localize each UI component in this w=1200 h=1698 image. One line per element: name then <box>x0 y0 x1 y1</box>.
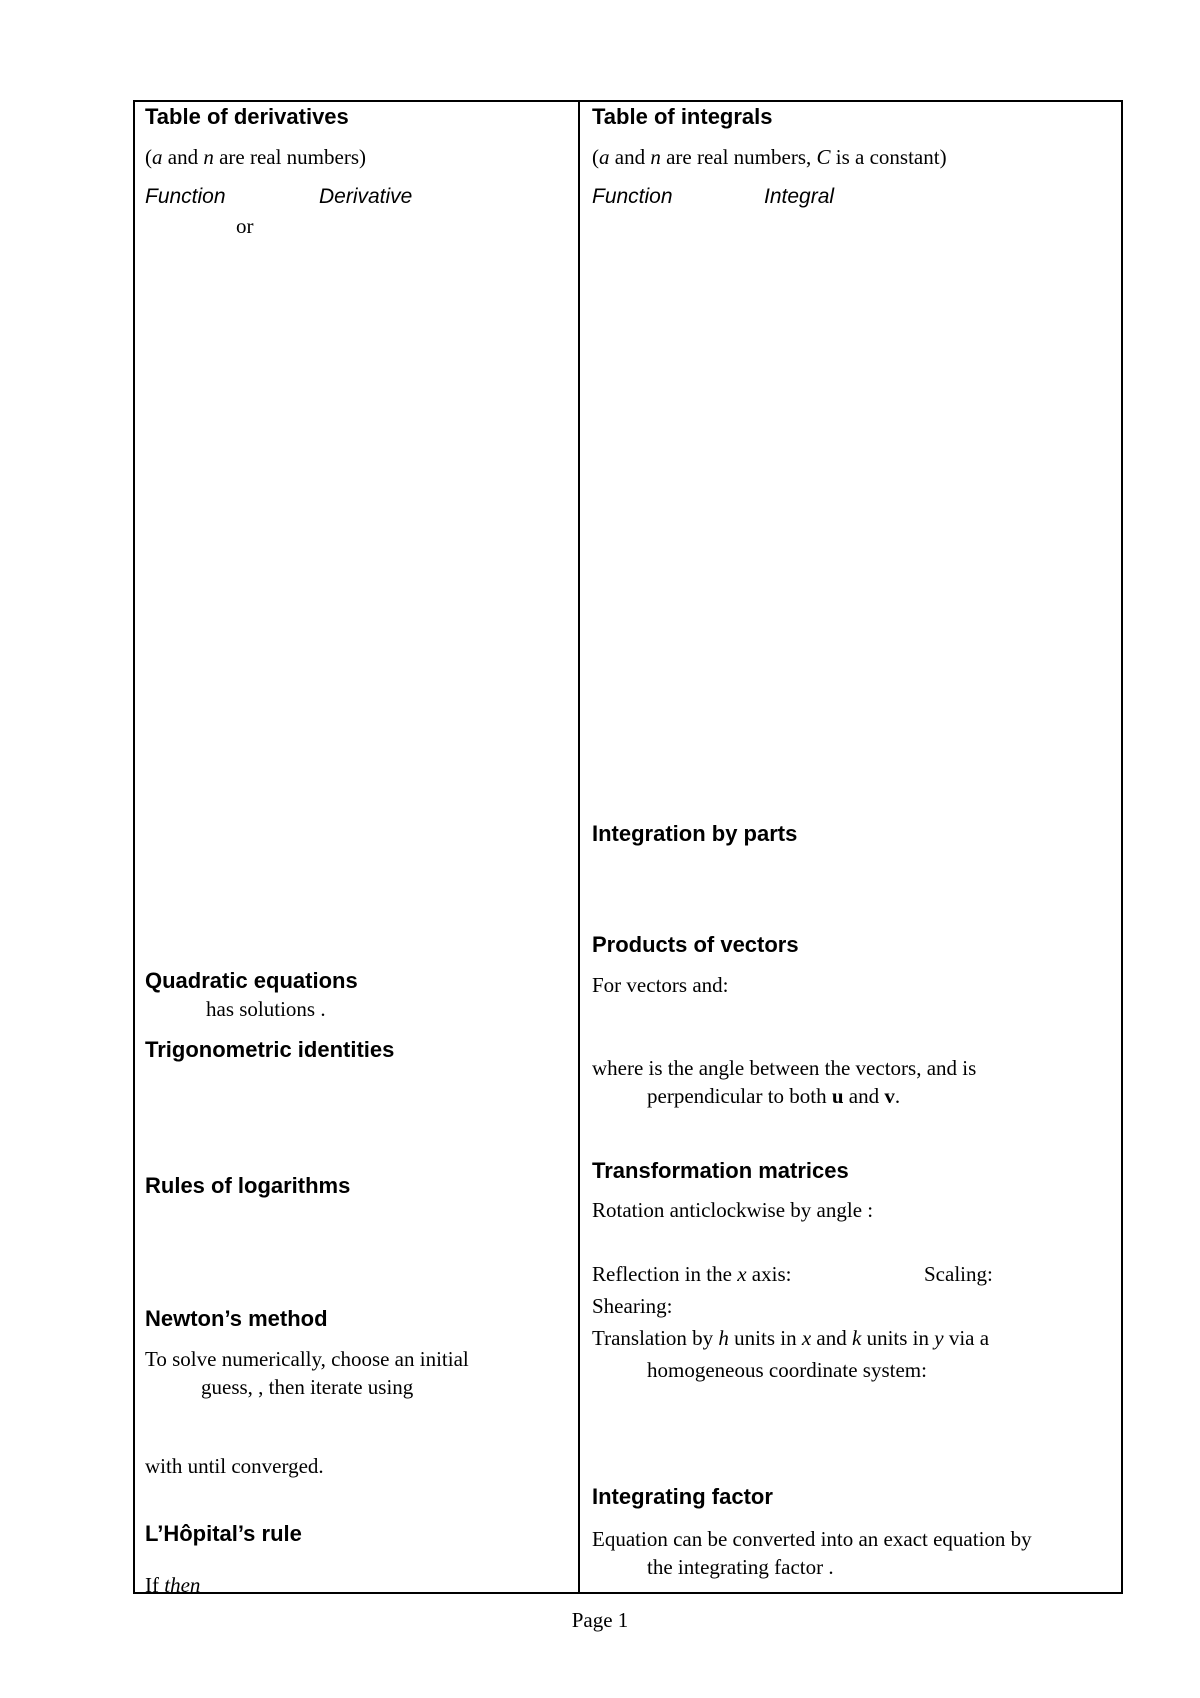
derivatives-col-function: Function <box>145 185 226 208</box>
quadratic-text: has solutions . <box>206 997 326 1021</box>
derivatives-col-derivative: Derivative <box>319 185 413 208</box>
derivatives-title: Table of derivatives <box>145 104 349 129</box>
newton-line-2: guess, , then iterate using <box>201 1375 414 1399</box>
newton-title: Newton’s method <box>145 1306 328 1331</box>
integrating-factor-line-2: the integrating factor . <box>647 1555 834 1579</box>
rotation-text: Rotation anticlockwise by angle : <box>592 1198 874 1222</box>
reflection-text: Reflection in the x axis: <box>592 1262 792 1286</box>
vectors-line-2: where is the angle between the vectors, and is <box>592 1056 977 1080</box>
translation-line-2: homogeneous coordinate system: <box>647 1358 927 1382</box>
trig-title: Trigonometric identities <box>145 1037 395 1062</box>
newton-line-3: with until converged. <box>145 1454 324 1478</box>
integrals-title: Table of integrals <box>592 104 773 129</box>
integrating-factor-line-1: Equation can be converted into an exact equation by <box>592 1527 1032 1551</box>
quadratic-title: Quadratic equations <box>145 968 358 993</box>
transform-title: Transformation matrices <box>592 1158 849 1183</box>
vectors-title: Products of vectors <box>592 932 799 957</box>
integrals-col-function: Function <box>592 185 673 208</box>
derivatives-note: (a and n are real numbers) <box>145 145 366 169</box>
scaling-text: Scaling: <box>924 1262 993 1286</box>
lhopital-title: L’Hôpital’s rule <box>145 1521 302 1546</box>
integration-by-parts-title: Integration by parts <box>592 821 798 846</box>
logs-title: Rules of logarithms <box>145 1173 351 1198</box>
shearing-text: Shearing: <box>592 1294 673 1318</box>
vectors-line-3: perpendicular to both u and v. <box>647 1084 901 1108</box>
vectors-line-1: For vectors and: <box>592 973 729 997</box>
lhopital-text: If then <box>145 1573 201 1597</box>
column-divider <box>578 102 580 1592</box>
integrals-col-integral: Integral <box>764 185 835 208</box>
integrating-factor-title: Integrating factor <box>592 1484 773 1509</box>
integrals-note: (a and n are real numbers, C is a constant) <box>592 145 947 169</box>
derivatives-or-text: or <box>236 214 254 238</box>
page-number: Page 1 <box>571 1608 629 1632</box>
translation-line-1: Translation by h units in x and k units in y via a <box>592 1326 990 1350</box>
newton-line-1: To solve numerically, choose an initial <box>145 1347 469 1371</box>
